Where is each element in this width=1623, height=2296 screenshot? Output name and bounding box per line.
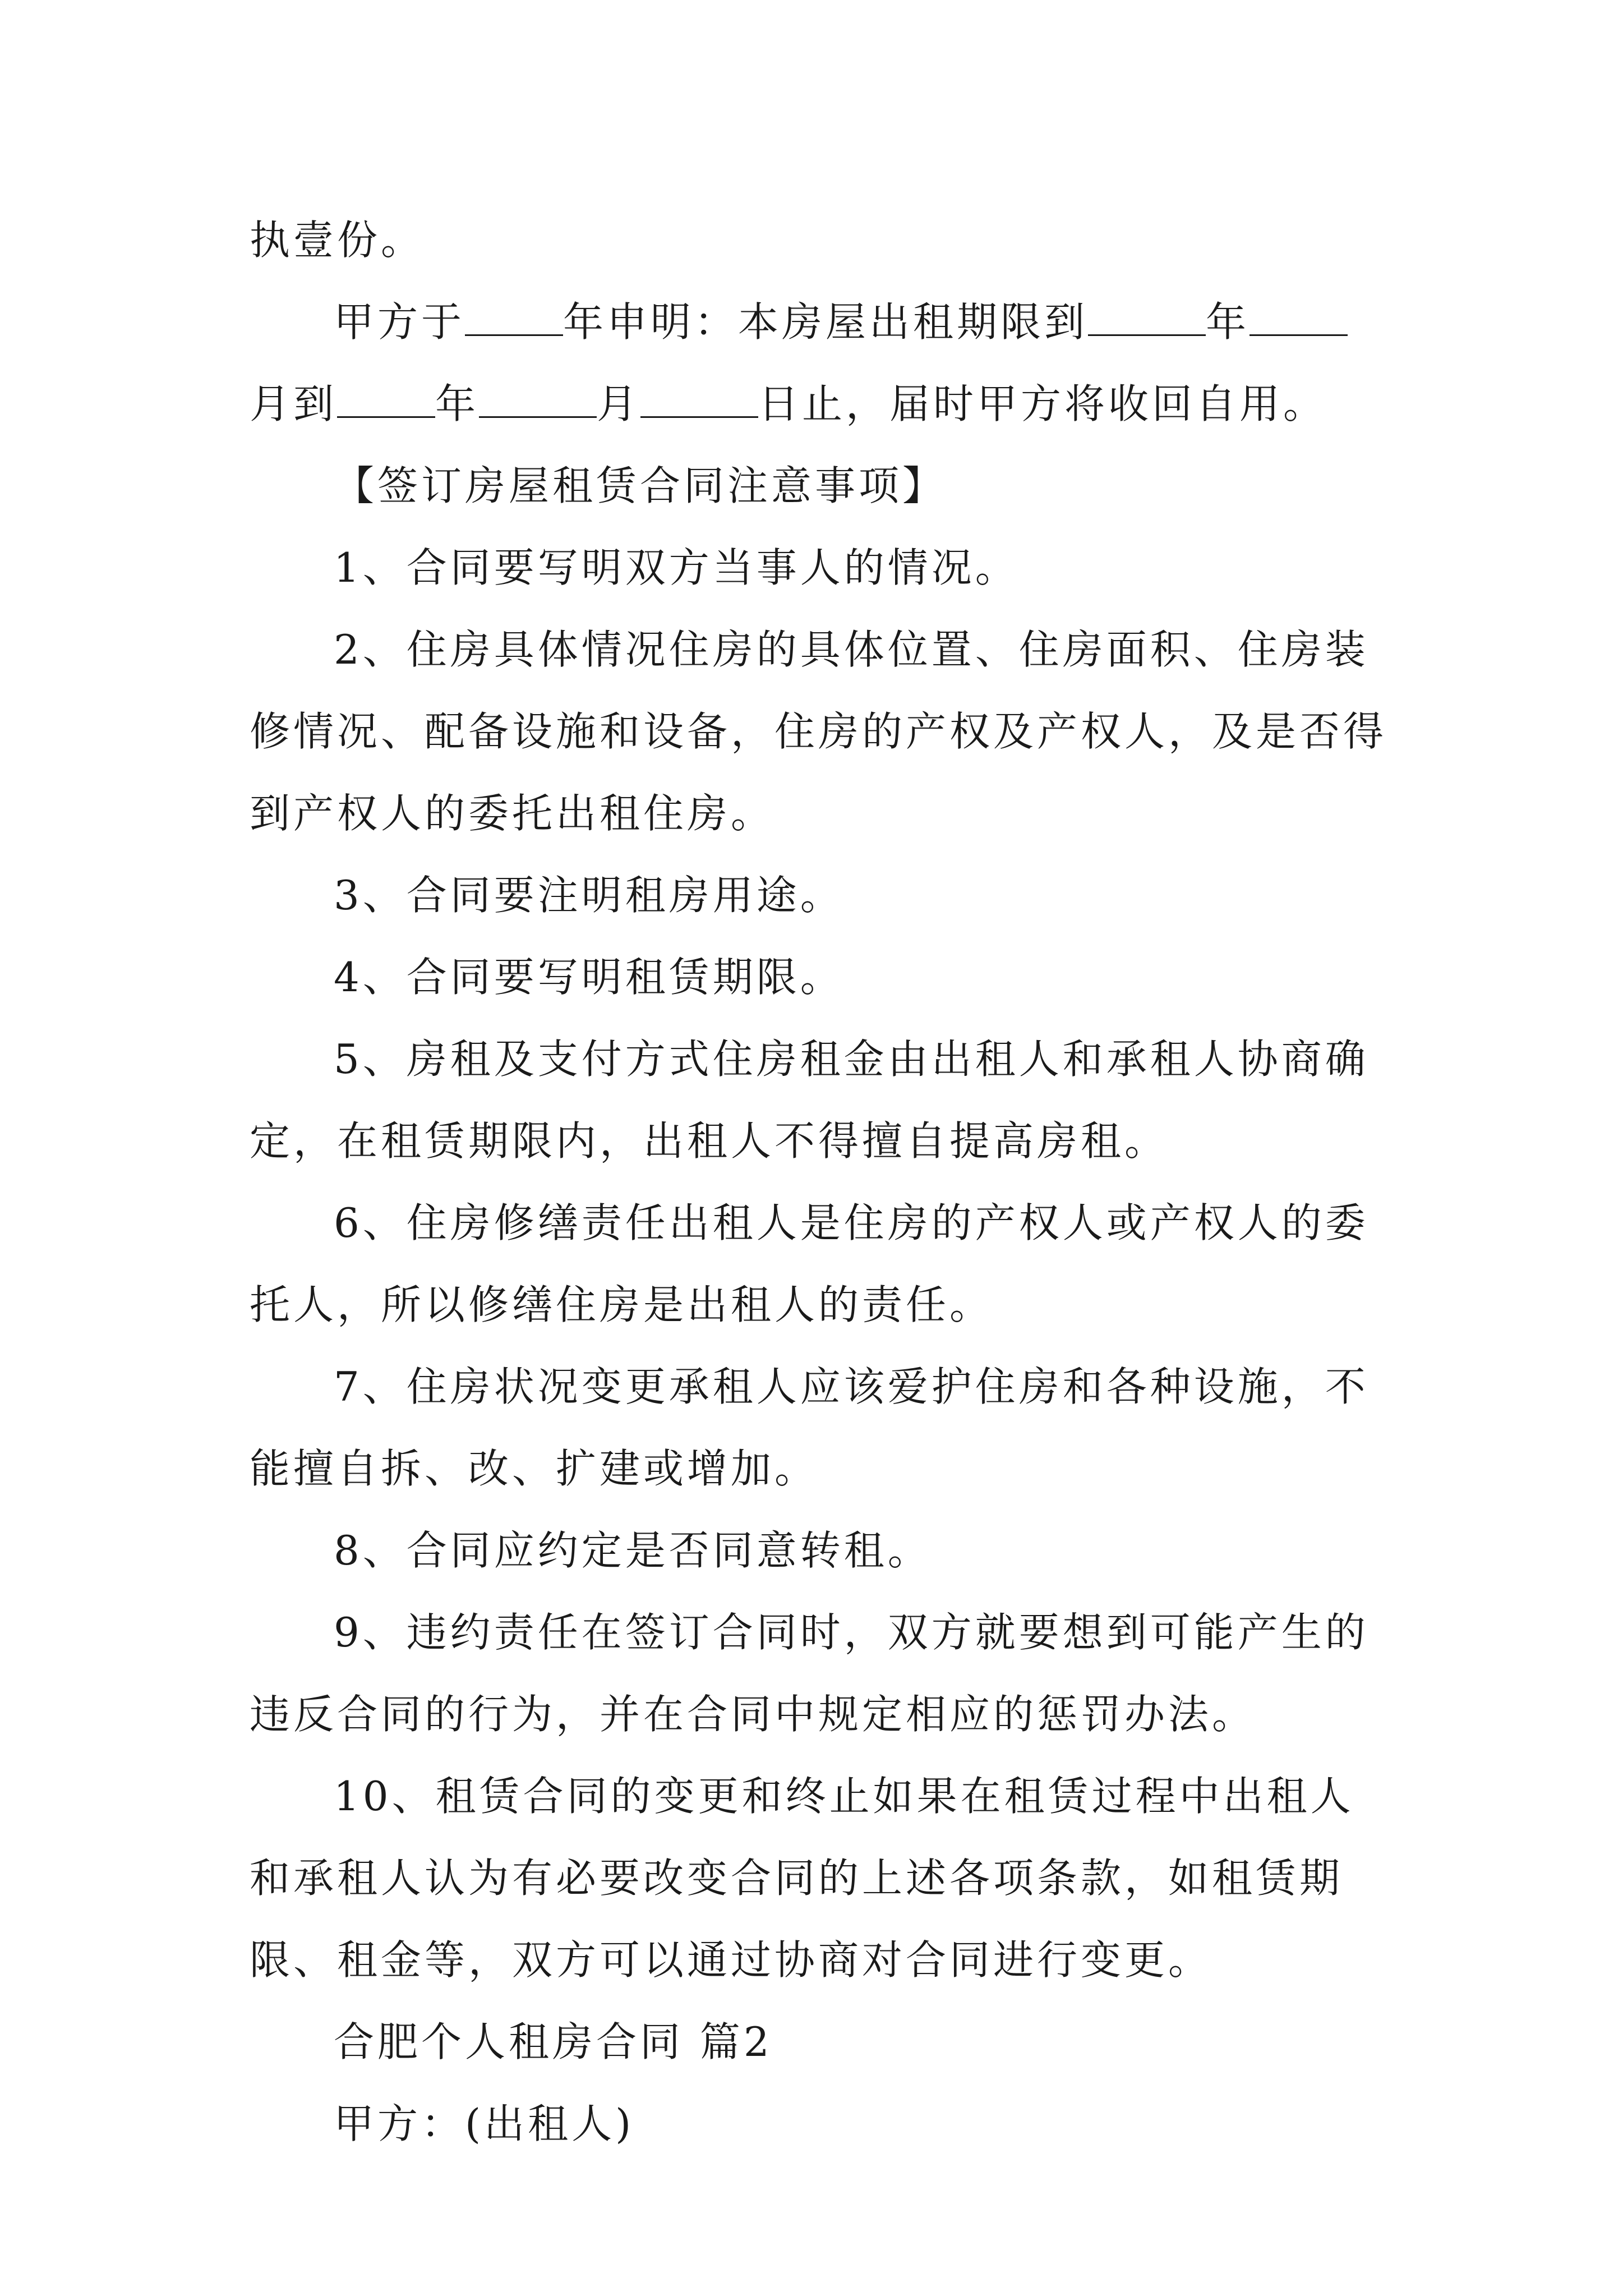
note-item: 10、租赁合同的变更和终止如果在租赁过程中出租人和承租人认为有必要改变合同的上述各项条款，如租赁期限、租金等，双方可以通过协商对合同进行变更。: [250, 1773, 1354, 1984]
note-item: 6、住房修缮责任出租人是住房的产权人或产权人的委托人，所以修缮住房是出租人的责任。: [250, 1199, 1369, 1328]
year-blank[interactable]: [337, 383, 435, 418]
declaration-text: 年: [435, 380, 479, 427]
note-item: 1、合同要写明双方当事人的情况。: [334, 544, 1019, 591]
declaration-text: 年: [1206, 298, 1250, 346]
note-item: 8、合同应约定是否同意转租。: [334, 1527, 932, 1574]
continuation-line: 执壹份。: [250, 217, 425, 264]
day-blank[interactable]: [640, 383, 758, 418]
note-item: 4、合同要写明租赁期限。: [334, 954, 844, 1001]
note-item: 3、合同要注明租房用途。: [334, 872, 844, 919]
document-body: [250, 199, 1388, 2165]
note-item: 2、住房具体情况住房的具体位置、住房面积、住房装修情况、配备设施和设备，住房的产权及产权人，及是否得到产权人的委托出租住房。: [250, 626, 1387, 837]
month-blank[interactable]: [479, 383, 597, 418]
note-item: 5、房租及支付方式住房租金由出租人和承租人协商确定，在租赁期限内，出租人不得擅自提高房租。: [250, 1036, 1369, 1165]
section-title: 合肥个人租房合同 篇2: [334, 2018, 773, 2065]
month-blank[interactable]: [1249, 301, 1348, 336]
declaration-text: 月: [597, 380, 641, 427]
note-item: 7、住房状况变更承租人应该爱护住房和各种设施，不能擅自拆、改、扩建或增加。: [250, 1363, 1369, 1492]
declaration-text: 甲方于: [334, 298, 465, 346]
declaration-text: 月到: [250, 380, 338, 427]
note-item: 9、违约责任在签订合同时，双方就要想到可能产生的违反合同的行为，并在合同中规定相应的惩罚办法。: [250, 1609, 1369, 1738]
party-a-line: 甲方：(出租人): [334, 2100, 635, 2147]
declaration-text: 日止，届时甲方将收回自用。: [758, 380, 1327, 427]
notes-heading: 【签订房屋租赁合同注意事项】: [334, 462, 947, 509]
year-blank[interactable]: [1088, 301, 1206, 336]
year-blank[interactable]: [465, 301, 563, 336]
declaration-paragraph: [250, 281, 1388, 445]
declaration-text: 年申明：本房屋出租期限到: [563, 298, 1089, 346]
